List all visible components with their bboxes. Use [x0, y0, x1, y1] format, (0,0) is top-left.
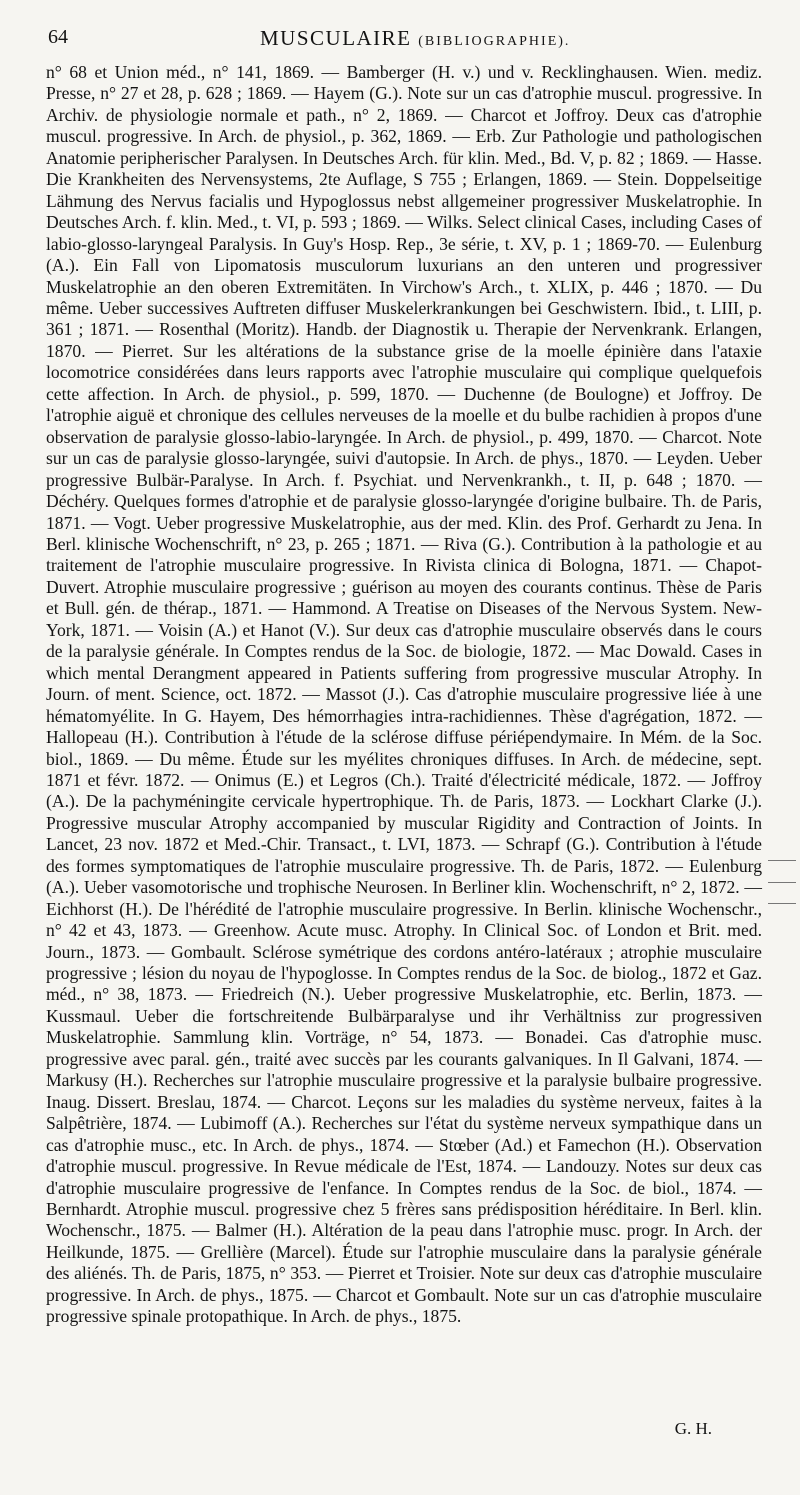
author-signature: G. H.	[674, 1419, 712, 1438]
margin-mark	[768, 903, 796, 904]
running-title	[260, 26, 570, 51]
page-number: 64	[48, 26, 68, 48]
running-header	[48, 26, 760, 56]
title-subtitle: (BIBLIOGRAPHIE).	[418, 34, 571, 49]
bibliography-text	[46, 62, 762, 1328]
margin-mark	[768, 860, 796, 861]
title-word: MUSCULAIRE	[260, 26, 412, 50]
bibliography-paragraph: n° 68 et Union méd., n° 141, 1869. — Bamberger (H. v.) und v. Recklinghausen. Wien. mediz. Presse, n° 27 et 28, p. 628 ; 1869. — Hayem (G.). Note sur un cas d'atrophie muscul. progressive. In Archiv. de physiologie normale et path., n° 2, 1869. — Charcot et Joffroy. Deux cas d'atrophie muscul. progressive. In Arch. de physiol., p. 362, 1869. — Erb. Zur Pathologie und pathologischen Anatomie peripherischer Paralysen. In Deutsches Arch. für klin. Med., Bd. V, p. 82 ; 1869. — Hasse. Die Krankheiten des Nervensystems, 2te Auflage, S 755 ; Erlangen, 1869. — Stein. Doppelseitige Lähmung des Nervus facialis und Hypoglossus nebst allgemeiner progressiver Muskelatrophie. In Deutsches Arch. f. klin. Med., t. VI, p. 593 ; 1869. — Wilks. Select clinical Cases, including Cases of labio-glosso-laryngeal Paralysis. In Guy's Hosp. Rep., 3e série, t. XV, p. 1 ; 1869-70. — Eulenburg (A.). Ein Fall von Lipomatosis musculorum luxurians an den unteren und progressiver Muskelatrophie an den oberen Extremitäten. In Virchow's Arch., t. XLIX, p. 446 ; 1870. — Du même. Ueber successives Auftreten diffuser Muskelerkrankungen bei Geschwistern. Ibid., t. LIII, p. 361 ; 1871. — Rosenthal (Moritz). Handb. der Diagnostik u. Therapie der Nervenkrank. Erlangen, 1870. — Pierret. Sur les altérations de la substance grise de la moelle épinière dans l'ataxie locomotrice considérées dans leurs rapports avec l'atrophie musculaire qui complique quelquefois cette affection. In Arch. de physiol., p. 599, 1870. — Duchenne (de Boulogne) et Joffroy. De l'atrophie aiguë et chronique des cellules nerveuses de la moelle et du bulbe rachidien à propos d'une observation de paralysie glosso-labio-laryngée. In Arch. de physiol., p. 499, 1870. — Charcot. Note sur un cas de paralysie glosso-laryngée, suivi d'autopsie. In Arch. de phys., 1870. — Leyden. Ueber progressive Bulbär-Paralyse. In Arch. f. Psychiat. und Nervenkrankh., t. II, p. 648 ; 1870. — Déchéry. Quelques formes d'atrophie et de paralysie glosso-laryngée d'origine bulbaire. Th. de Paris, 1871. — Vogt. Ueber progressive Muskelatrophie, aus der med. Klin. des Prof. Gerhardt zu Jena. In Berl. klinische Wochenschrift, n° 23, p. 265 ; 1871. — Riva (G.). Contribution à la pathologie et au traitement de l'atrophie musculaire progressive. In Rivista clinica di Bologna, 1871. — Chapot-Duvert. Atrophie musculaire progressive ; guérison au moyen des courants continus. Thèse de Paris et Bull. gén. de thérap., 1871. — Hammond. A Treatise on Diseases of the Nervous System. New-York, 1871. — Voisin (A.) et Hanot (V.). Sur deux cas d'atrophie musculaire observés dans le cours de la paralysie générale. In Comptes rendus de la Soc. de biologie, 1872. — Mac Dowald. Cases in which mental Derangment appeared in Patients suffering from progressive muscular Atrophy. In Journ. of ment. Science, oct. 1872. — Massot (J.). Cas d'atrophie musculaire progressive liée à une hématomyélite. In G. Hayem, Des hémorrhagies intra-rachidiennes. Thèse d'agrégation, 1872. — Hallopeau (H.). Contribution à l'étude de la sclérose diffuse périépendymaire. In Mém. de la Soc. biol., 1869. — Du même. Étude sur les myélites chroniques diffuses. In Arch. de médecine, sept. 1871 et févr. 1872. — Onimus (E.) et Legros (Ch.). Traité d'électricité médicale, 1872. — Joffroy (A.). De la pachyméningite cervicale hypertrophique. Th. de Paris, 1873. — Lockhart Clarke (J.). Progressive muscular Atrophy accompanied by muscular Rigidity and Contraction of Joints. In Lancet, 23 nov. 1872 et Med.-Chir. Transact., t. LVI, 1873. — Schrapf (G.). Contribution à l'étude des formes symptomatiques de l'atrophie musculaire progressive. Th. de Paris, 1872. — Eulenburg (A.). Ueber vasomotorische und trophische Neurosen. In Berliner klin. Wochenschrift, n° 2, 1872. — Eichhorst (H.). De l'hérédité de l'atrophie musculaire progressive. In Berlin. klinische Wochenschr., n° 42 et 43, 1873. — Greenhow. Acute musc. Atrophy. In Clinical Soc. of London et Brit. med. Journ., 1873. — Gombault. Sclérose symétrique des cordons antéro-latéraux ; atrophie musculaire progressive ; lésion du noyau de l'hypoglosse. In Comptes rendus de la Soc. de biolog., 1872 et Gaz. méd., n° 38, 1873. — Friedreich (N.). Ueber progressive Muskelatrophie, etc. Berlin, 1873. — Kussmaul. Ueber die fortschreitende Bulbärparalyse und ihr Verhältniss zur progressiven Muskelatrophie. Sammlung klin. Vorträge, n° 54, 1873. — Bonadei. Cas d'atrophie musc. progressive avec paral. gén., traité avec succès par les courants galvaniques. In Il Galvani, 1874. — Markusy (H.). Recherches sur l'atrophie musculaire progressive et la paralysie bulbaire progressive. Inaug. Dissert. Breslau, 1874. — Charcot. Leçons sur les maladies du système nerveux, faites à la Salpêtrière, 1874. — Lubimoff (A.). Recherches sur l'état du système nerveux sympathique dans un cas d'atrophie musc., etc. In Arch. de phys., 1874. — Stœber (Ad.) et Famechon (H.). Observation d'atrophie muscul. progressive. In Revue médicale de l'Est, 1874. — Landouzy. Notes sur deux cas d'atrophie musculaire progressive de l'enfance. In Comptes rendus de la Soc. de biol., 1874. — Bernhardt. Atrophie muscul. progressive chez 5 frères sans prédisposition héréditaire. In Berl. klin. Wochenschr., 1875. — Balmer (H.). Altération de la peau dans l'atrophie musc. progr. In Arch. der Heilkunde, 1875. — Grellière (Marcel). Étude sur l'atrophie musculaire dans la paralysie générale des aliénés. Th. de Paris, 1875, n° 353. — Pierret et Troisier. Note sur deux cas d'atrophie musculaire progressive. In Arch. de phys., 1875. — Charcot et Gombault. Note sur un cas d'atrophie musculaire progressive spinale protopathique. In Arch. de phys., 1875.	[46, 62, 762, 1327]
margin-mark	[768, 882, 796, 883]
